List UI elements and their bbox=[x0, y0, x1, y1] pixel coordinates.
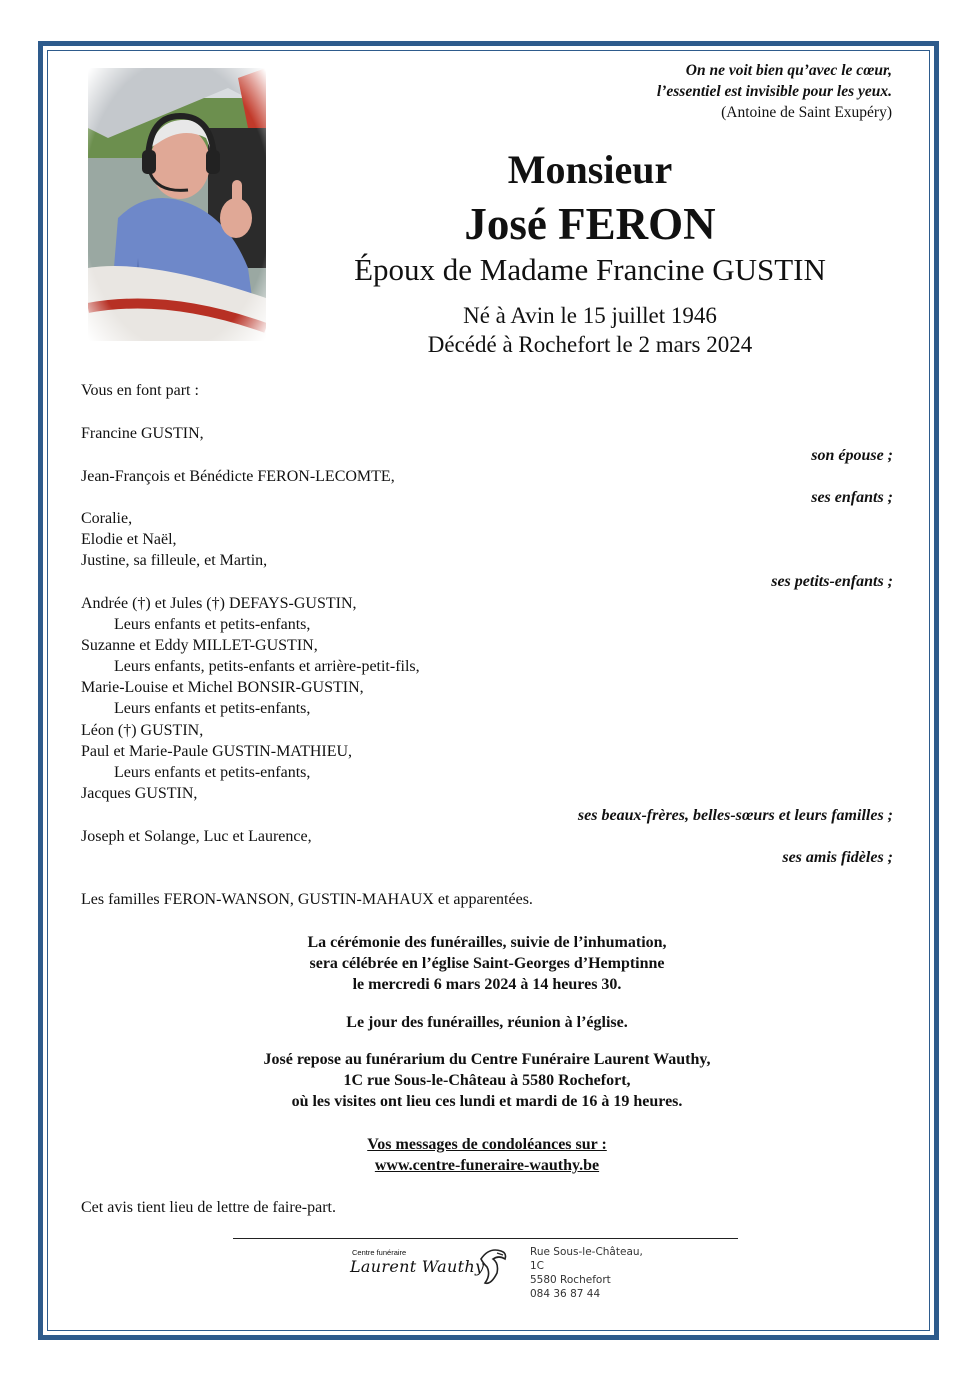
quote-author: (Antoine de Saint Exupéry) bbox=[721, 104, 892, 121]
logo-small-text: Centre funéraire bbox=[352, 1248, 407, 1257]
portrait-photo bbox=[88, 68, 266, 341]
ceremony-info bbox=[81, 932, 893, 995]
meeting-info: Le jour des funérailles, réunion à l’église. bbox=[346, 1014, 628, 1031]
role-label: ses amis fidèles ; bbox=[782, 849, 893, 866]
family-line: Elodie et Naël, bbox=[81, 531, 177, 548]
condolences-info bbox=[81, 1134, 893, 1176]
family-line: Francine GUSTIN, bbox=[81, 425, 204, 442]
dove-logo-icon bbox=[477, 1245, 511, 1287]
funerarium-line-2: 1C rue Sous-le-Château à 5580 Rochefort, bbox=[343, 1072, 631, 1089]
family-line: Coralie, bbox=[81, 510, 133, 527]
intro-line: Vous en font part : bbox=[81, 382, 199, 399]
funerarium-line-3: où les visites ont lieu ces lundi et mardi de 16 à 19 heures. bbox=[291, 1093, 683, 1110]
funerarium-info bbox=[81, 1049, 893, 1112]
funeral-home-logo bbox=[345, 1243, 655, 1300]
announcement-body bbox=[81, 380, 893, 910]
ceremony-line-1: La cérémonie des funérailles, suivie de l’inhumation, bbox=[307, 934, 667, 951]
family-line: Andrée (†) et Jules (†) DEFAYS-GUSTIN, bbox=[81, 595, 357, 612]
role-label: ses beaux-frères, belles-sœurs et leurs familles ; bbox=[577, 807, 893, 824]
role-label: son épouse ; bbox=[811, 447, 893, 464]
family-line: Suzanne et Eddy MILLET-GUSTIN, bbox=[81, 637, 318, 654]
family-line: Léon (†) GUSTIN, bbox=[81, 722, 204, 739]
family-line: Jean-François et Bénédicte FERON-LECOMTE, bbox=[81, 468, 395, 485]
family-line: Jacques GUSTIN, bbox=[81, 785, 198, 802]
spouse-line: Époux de Madame Francine GUSTIN bbox=[354, 252, 826, 287]
funerarium-line-1: José repose au funérarium du Centre Funéraire Laurent Wauthy, bbox=[263, 1051, 711, 1068]
family-line: Marie-Louise et Michel BONSIR-GUSTIN, bbox=[81, 679, 364, 696]
funeral-home-address bbox=[530, 1245, 655, 1301]
quote-line-1: On ne voit bien qu’avec le cœur, bbox=[685, 62, 892, 79]
death-line: Décédé à Rochefort le 2 mars 2024 bbox=[427, 332, 753, 357]
closing-note: Cet avis tient lieu de lettre de faire-part. bbox=[81, 1199, 336, 1216]
footer-divider bbox=[233, 1238, 738, 1239]
quote-line-2: l’essentiel est invisible pour les yeux. bbox=[656, 83, 892, 100]
birth-line: Né à Avin le 15 juillet 1946 bbox=[463, 303, 717, 328]
website-link[interactable]: www.centre-funeraire-wauthy.be bbox=[374, 1157, 600, 1174]
family-line: Leurs enfants, petits-enfants et arrière-petit-fils, bbox=[114, 658, 420, 675]
address-line-1: Rue Sous-le-Château, 1C bbox=[530, 1246, 643, 1272]
epigraph-quote bbox=[657, 60, 892, 123]
family-line: Leurs enfants et petits-enfants, bbox=[114, 700, 311, 717]
condolences-label: Vos messages de condoléances sur : bbox=[367, 1136, 607, 1153]
ceremony-line-2: sera célébrée en l’église Saint-Georges d’Hemptinne bbox=[309, 955, 665, 972]
families-line: Les familles FERON-WANSON, GUSTIN-MAHAUX et apparentées. bbox=[81, 891, 533, 908]
family-line: Paul et Marie-Paule GUSTIN-MATHIEU, bbox=[81, 743, 353, 760]
ceremony-line-3: le mercredi 6 mars 2024 à 14 heures 30. bbox=[352, 976, 622, 993]
honorific: Monsieur bbox=[507, 147, 673, 192]
family-line: Leurs enfants et petits-enfants, bbox=[114, 764, 311, 781]
deceased-name: José FERON bbox=[464, 199, 716, 249]
address-line-2: 5580 Rochefort bbox=[530, 1274, 611, 1286]
family-line: Joseph et Solange, Luc et Laurence, bbox=[81, 828, 312, 845]
logo-script-text: Laurent Wauthy bbox=[350, 1257, 485, 1276]
role-label: ses petits-enfants ; bbox=[771, 573, 893, 590]
phone-number: 084 36 87 44 bbox=[530, 1288, 601, 1300]
family-line: Leurs enfants et petits-enfants, bbox=[114, 616, 311, 633]
role-label: ses enfants ; bbox=[811, 489, 893, 506]
portrait-photo-pilot bbox=[88, 68, 266, 341]
family-line: Justine, sa filleule, et Martin, bbox=[81, 552, 268, 569]
